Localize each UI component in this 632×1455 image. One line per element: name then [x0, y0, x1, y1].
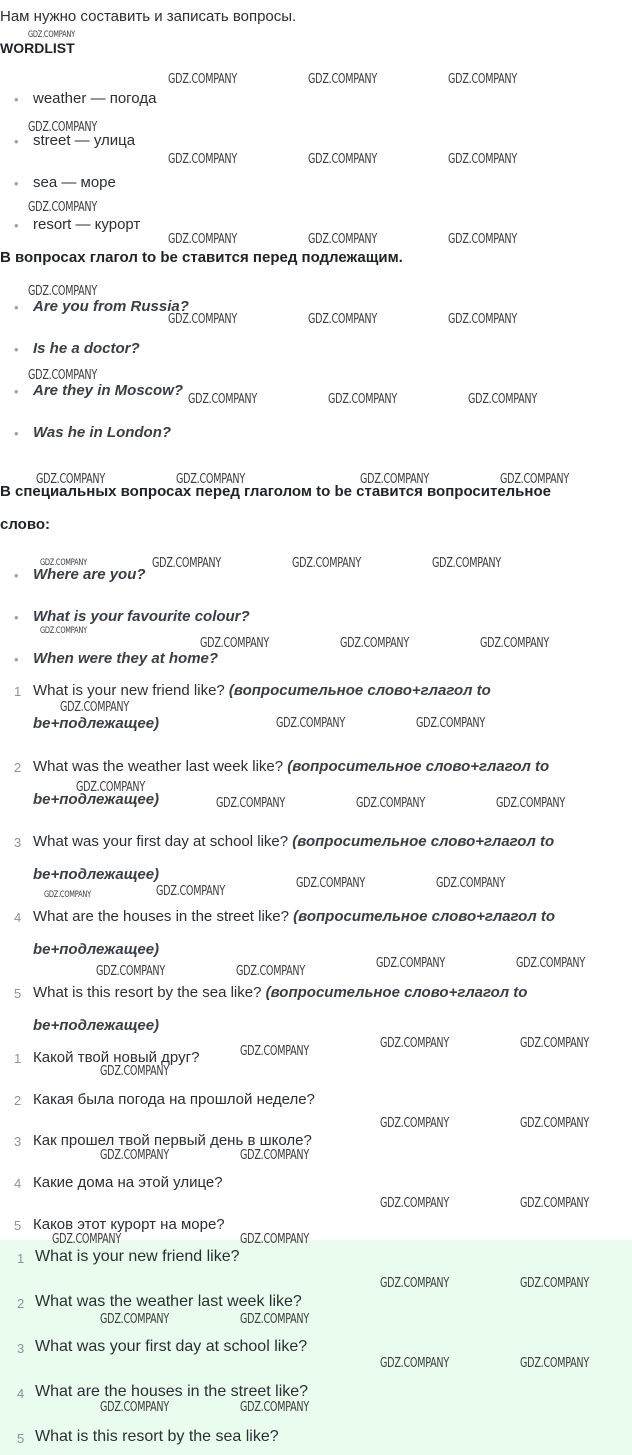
watermark: GDZ.COMPANY — [376, 956, 445, 971]
translation-text: Какая была погода на прошлой неделе? — [33, 1091, 315, 1108]
answer-number: 2 — [17, 1296, 25, 1311]
watermark: GDZ.COMPANY — [520, 1356, 589, 1371]
watermark: GDZ.COMPANY — [28, 200, 97, 215]
watermark: GDZ.COMPANY — [200, 636, 269, 651]
watermark: GDZ.COMPANY — [44, 890, 91, 900]
example-question: What is your favourite colour? — [33, 608, 250, 625]
watermark: GDZ.COMPANY — [240, 1312, 309, 1327]
watermark: GDZ.COMPANY — [28, 284, 97, 299]
question-number: 5 — [14, 986, 22, 1001]
bullet-icon: • — [14, 134, 19, 149]
answer-number: 5 — [17, 1431, 25, 1446]
watermark: GDZ.COMPANY — [28, 120, 97, 135]
watermark: GDZ.COMPANY — [236, 964, 305, 979]
pattern-note: (вопросительное слово+глагол to — [287, 758, 550, 775]
watermark: GDZ.COMPANY — [28, 30, 75, 40]
watermark: GDZ.COMPANY — [308, 312, 377, 327]
watermark: GDZ.COMPANY — [76, 780, 145, 795]
watermark: GDZ.COMPANY — [60, 700, 129, 715]
rule-heading-1: В вопросах глагол to be ставится перед подлежащим. — [0, 249, 403, 266]
watermark: GDZ.COMPANY — [36, 472, 105, 487]
answer-text: What is this resort by the sea like? — [35, 1428, 279, 1445]
wordlist-item: resort — курорт — [33, 216, 141, 233]
translation-text: Каков этот курорт на море? — [33, 1216, 225, 1233]
translation-number: 2 — [14, 1093, 22, 1108]
watermark: GDZ.COMPANY — [448, 152, 517, 167]
watermark: GDZ.COMPANY — [480, 636, 549, 651]
watermark: GDZ.COMPANY — [308, 152, 377, 167]
watermark: GDZ.COMPANY — [436, 876, 505, 891]
watermark: GDZ.COMPANY — [500, 472, 569, 487]
answer-text: What is your new friend like? — [35, 1248, 240, 1265]
answer-text: What are the houses in the street like? — [35, 1383, 309, 1400]
watermark: GDZ.COMPANY — [100, 1400, 169, 1415]
intro-text: Нам нужно составить и записать вопросы. — [0, 8, 297, 25]
answer-text: What was your first day at school like? — [35, 1338, 308, 1355]
bullet-icon: • — [14, 610, 19, 625]
watermark: GDZ.COMPANY — [380, 1036, 449, 1051]
pattern-note-end: be+подлежащее) — [33, 941, 160, 958]
question-line — [33, 758, 549, 775]
watermark: GDZ.COMPANY — [276, 716, 345, 731]
watermark: GDZ.COMPANY — [520, 1116, 589, 1131]
bullet-icon: • — [14, 218, 19, 233]
example-question: Where are you? — [33, 566, 146, 583]
translation-text: Какие дома на этой улице? — [33, 1174, 223, 1191]
example-question: Is he a doctor? — [33, 340, 140, 357]
question-number: 2 — [14, 760, 22, 775]
rule-heading-2-cont: слово: — [0, 516, 51, 533]
wordlist-title: WORDLIST — [0, 40, 75, 56]
pattern-note: (вопросительное слово+глагол to — [265, 984, 528, 1001]
translation-number: 5 — [14, 1218, 22, 1233]
watermark: GDZ.COMPANY — [240, 1400, 309, 1415]
watermark: GDZ.COMPANY — [340, 636, 409, 651]
bullet-icon: • — [14, 568, 19, 583]
question-text: What is this resort by the sea like? — [33, 984, 262, 1001]
watermark: GDZ.COMPANY — [156, 884, 225, 899]
example-question: Are you from Russia? — [33, 298, 189, 315]
watermark: GDZ.COMPANY — [432, 556, 501, 571]
watermark: GDZ.COMPANY — [380, 1116, 449, 1131]
example-question: When were they at home? — [33, 650, 219, 667]
watermark: GDZ.COMPANY — [328, 392, 397, 407]
watermark: GDZ.COMPANY — [168, 72, 237, 87]
watermark: GDZ.COMPANY — [296, 876, 365, 891]
answer-text: What was the weather last week like? — [35, 1293, 302, 1310]
wordlist-item: sea — море — [33, 174, 116, 191]
bullet-icon: • — [14, 426, 19, 441]
pattern-note-end: be+подлежащее) — [33, 1017, 160, 1034]
watermark: GDZ.COMPANY — [40, 626, 87, 636]
watermark: GDZ.COMPANY — [96, 964, 165, 979]
watermark: GDZ.COMPANY — [448, 72, 517, 87]
watermark: GDZ.COMPANY — [468, 392, 537, 407]
bullet-icon: • — [14, 92, 19, 107]
watermark: GDZ.COMPANY — [360, 472, 429, 487]
watermark: GDZ.COMPANY — [416, 716, 485, 731]
question-line — [33, 682, 491, 699]
bullet-icon: • — [14, 384, 19, 399]
translation-number: 4 — [14, 1176, 22, 1191]
example-question: Was he in London? — [33, 424, 172, 441]
watermark: GDZ.COMPANY — [448, 232, 517, 247]
watermark: GDZ.COMPANY — [380, 1196, 449, 1211]
watermark: GDZ.COMPANY — [240, 1044, 309, 1059]
answer-number: 1 — [17, 1251, 25, 1266]
wordlist-item: street — улица — [33, 132, 136, 149]
question-text: What are the houses in the street like? — [33, 908, 289, 925]
watermark: GDZ.COMPANY — [516, 956, 585, 971]
watermark: GDZ.COMPANY — [52, 1232, 121, 1247]
answer-number: 4 — [17, 1386, 25, 1401]
pattern-note: (вопросительное слово+глагол to — [293, 908, 556, 925]
watermark: GDZ.COMPANY — [380, 1276, 449, 1291]
watermark: GDZ.COMPANY — [100, 1312, 169, 1327]
watermark: GDZ.COMPANY — [240, 1148, 309, 1163]
question-line — [33, 908, 555, 925]
watermark: GDZ.COMPANY — [100, 1064, 169, 1079]
watermark: GDZ.COMPANY — [308, 232, 377, 247]
translation-text: Какой твой новый друг? — [33, 1049, 200, 1066]
pattern-note-end: be+подлежащее) — [33, 866, 160, 883]
watermark: GDZ.COMPANY — [216, 796, 285, 811]
question-text: What was the weather last week like? — [33, 758, 284, 775]
bullet-icon: • — [14, 652, 19, 667]
watermark: GDZ.COMPANY — [380, 1356, 449, 1371]
watermark: GDZ.COMPANY — [496, 796, 565, 811]
bullet-icon: • — [14, 342, 19, 357]
question-text: What was your first day at school like? — [33, 833, 289, 850]
watermark: GDZ.COMPANY — [152, 556, 221, 571]
question-number: 4 — [14, 910, 22, 925]
watermark: GDZ.COMPANY — [168, 152, 237, 167]
answer-number: 3 — [17, 1341, 25, 1356]
example-question: Are they in Moscow? — [33, 382, 184, 399]
watermark: GDZ.COMPANY — [520, 1196, 589, 1211]
pattern-note: (вопросительное слово+глагол to — [292, 833, 555, 850]
wordlist-item: weather — погода — [33, 90, 157, 107]
watermark: GDZ.COMPANY — [188, 392, 257, 407]
watermark: GDZ.COMPANY — [168, 232, 237, 247]
translation-number: 1 — [14, 1051, 22, 1066]
watermark: GDZ.COMPANY — [100, 1148, 169, 1163]
watermark: GDZ.COMPANY — [292, 556, 361, 571]
pattern-note-end: be+подлежащее) — [33, 791, 160, 808]
pattern-note: (вопросительное слово+глагол to — [228, 682, 491, 699]
question-line — [33, 833, 554, 850]
question-text: What is your new friend like? — [33, 682, 225, 699]
question-number: 1 — [14, 684, 22, 699]
rule-heading-2: В специальных вопросах перед глаголом to be ставится вопросительное — [0, 483, 551, 500]
watermark: GDZ.COMPANY — [240, 1232, 309, 1247]
translation-number: 3 — [14, 1134, 22, 1149]
question-line — [33, 984, 527, 1001]
watermark: GDZ.COMPANY — [520, 1276, 589, 1291]
translation-text: Как прошел твой первый день в школе? — [33, 1132, 312, 1149]
watermark: GDZ.COMPANY — [176, 472, 245, 487]
bullet-icon: • — [14, 300, 19, 315]
watermark: GDZ.COMPANY — [168, 312, 237, 327]
watermark: GDZ.COMPANY — [448, 312, 517, 327]
watermark: GDZ.COMPANY — [308, 72, 377, 87]
watermark: GDZ.COMPANY — [356, 796, 425, 811]
pattern-note-end: be+подлежащее) — [33, 715, 160, 732]
watermark: GDZ.COMPANY — [520, 1036, 589, 1051]
watermark: GDZ.COMPANY — [40, 558, 87, 568]
question-number: 3 — [14, 835, 22, 850]
watermark: GDZ.COMPANY — [28, 368, 97, 383]
bullet-icon: • — [14, 176, 19, 191]
